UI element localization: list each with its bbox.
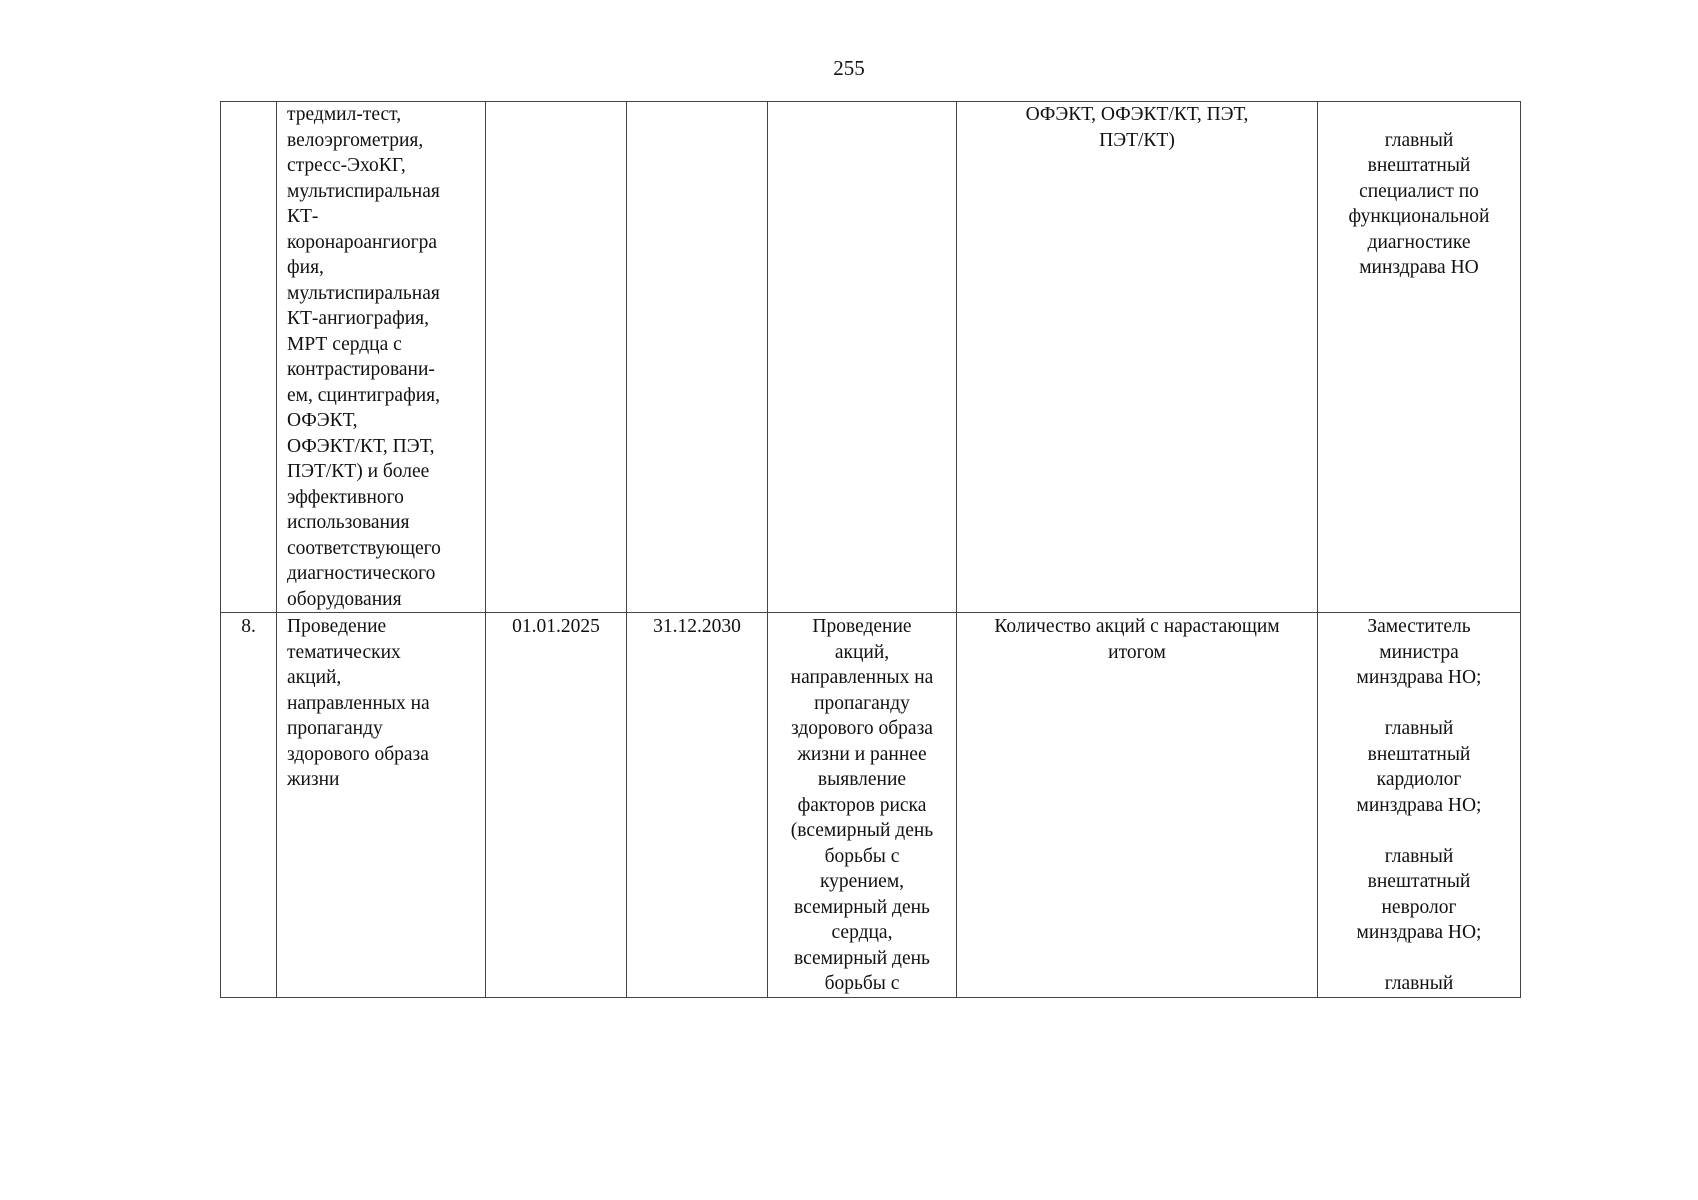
expected-result-cell <box>768 102 957 613</box>
responsible-text: главный внештатный специалист по функциональной диагностике минздрава НО <box>1348 129 1490 278</box>
expected-result-text: Проведение акций, направленных на пропаганду здорового образа жизни и раннее выявление факторов риска (всемирный день борьбы с курением, всемирный день сердца, всемирный день борьбы с <box>790 616 934 994</box>
table-row <box>221 613 1521 998</box>
responsible-cell <box>1318 613 1521 998</box>
activity-text: Проведение тематических акций, направленных на пропаганду здорового образа жизни <box>287 616 430 790</box>
responsible-cell <box>1318 102 1521 613</box>
start-date: 01.01.2025 <box>512 616 600 637</box>
expected-result-cell <box>768 613 957 998</box>
start-date-cell <box>486 613 627 998</box>
activity-cell <box>277 102 486 613</box>
end-date-cell <box>627 102 768 613</box>
end-date: 31.12.2030 <box>653 616 741 637</box>
indicator-cell <box>957 613 1318 998</box>
start-date-cell <box>486 102 627 613</box>
activity-text: тредмил-тест, велоэргометрия, стресс-ЭхоКГ, мультиспиральная КТ- коронароангиогра фия, мультиспиральная КТ-ангиография, МРТ сердца с контрастировани- ем, сцинтиграфия, ОФЭКТ, ОФЭКТ/КТ, ПЭТ, ПЭТ/КТ) и более эффективного использования соответствующего диагностического оборудования <box>287 104 441 610</box>
table-row <box>221 102 1521 613</box>
page-number: 255 <box>833 56 865 80</box>
indicator-text: Количество акций с нарастающим итогом <box>994 616 1280 663</box>
row-number: 8. <box>241 616 256 637</box>
row-number-cell <box>221 102 277 613</box>
end-date-cell <box>627 613 768 998</box>
indicator-cell <box>957 102 1318 613</box>
responsible-text: Заместитель министра минздрава НО; главный внештатный кардиолог минздрава НО; главный внештатный невролог минздрава НО; главный <box>1356 616 1482 994</box>
activity-cell <box>277 613 486 998</box>
indicator-text: ОФЭКТ, ОФЭКТ/КТ, ПЭТ, ПЭТ/КТ) <box>1025 104 1249 151</box>
row-number-cell <box>221 613 277 998</box>
activity-plan-table <box>220 101 1521 998</box>
